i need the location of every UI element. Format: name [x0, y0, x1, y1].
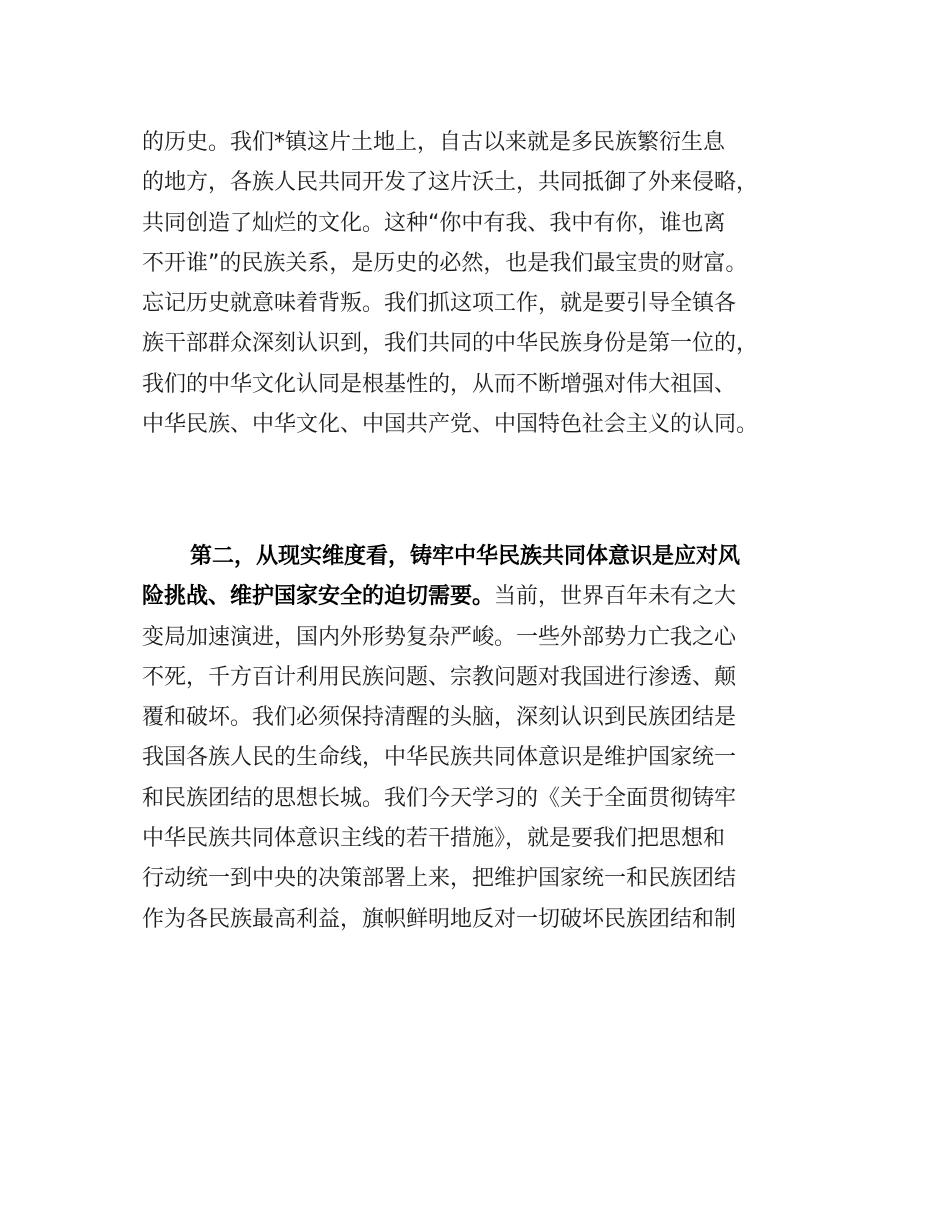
text-run: 当前，世界百年未有之大 — [494, 584, 737, 610]
text-line: 和民族团结的思想长城。我们今天学习的《关于全面贯彻铸牢 — [142, 785, 737, 811]
text-line: 中华民族、中华文化、中国共产党、中国特色社会主义的认同。 — [142, 412, 759, 438]
text-line: 作为各民族最高利益，旗帜鲜明地反对一切破坏民族团结和制 — [142, 906, 737, 932]
text-line: 中华民族共同体意识主线的若干措施》，就是要我们把思想和 — [142, 826, 726, 852]
text-line: 覆和破坏。我们必须保持清醒的头脑，深刻认识到民族团结是 — [142, 705, 737, 731]
text-line: 不死，千方百计利用民族问题、宗教问题对我国进行渗透、颠 — [142, 664, 737, 690]
section-heading-continuation: 险挑战、维护国家安全的迫切需要。 — [142, 584, 495, 610]
text-line: 的地方，各族人民共同开发了这片沃土，共同抵御了外来侵略， — [142, 170, 759, 196]
text-line: 的历史。我们*镇这片土地上，自古以来就是多民族繁衍生息 — [142, 130, 726, 155]
paragraph-realistic-dimension — [142, 537, 812, 940]
text-line: 族干部群众深刻认识到，我们共同的中华民族身份是第一位的， — [142, 331, 759, 357]
text-line: 共同创造了灿烂的文化。这种“你中有我、我中有你，谁也离 — [142, 210, 726, 236]
section-heading-line: 第二，从现实维度看，铸牢中华民族共同体意识是应对风 — [190, 544, 741, 569]
text-line: 我们的中华文化认同是根基性的，从而不断增强对伟大祖国、 — [142, 371, 737, 397]
text-line: 忘记历史就意味着背叛。我们抓这项工作，就是要引导全镇各 — [142, 291, 737, 317]
text-line: 我国各族人民的生命线，中华民族共同体意识是维护国家统一 — [142, 745, 737, 771]
text-line: 不开谁”的民族关系，是历史的必然，也是我们最宝贵的财富。 — [142, 250, 748, 276]
text-line-mixed — [142, 577, 812, 617]
text-line: 行动统一到中央的决策部署上来，把维护国家统一和民族团结 — [142, 866, 737, 892]
paragraph-historical-dimension — [142, 123, 812, 445]
text-line: 变局加速演进，国内外形势复杂严峻。一些外部势力亡我之心 — [142, 624, 737, 650]
